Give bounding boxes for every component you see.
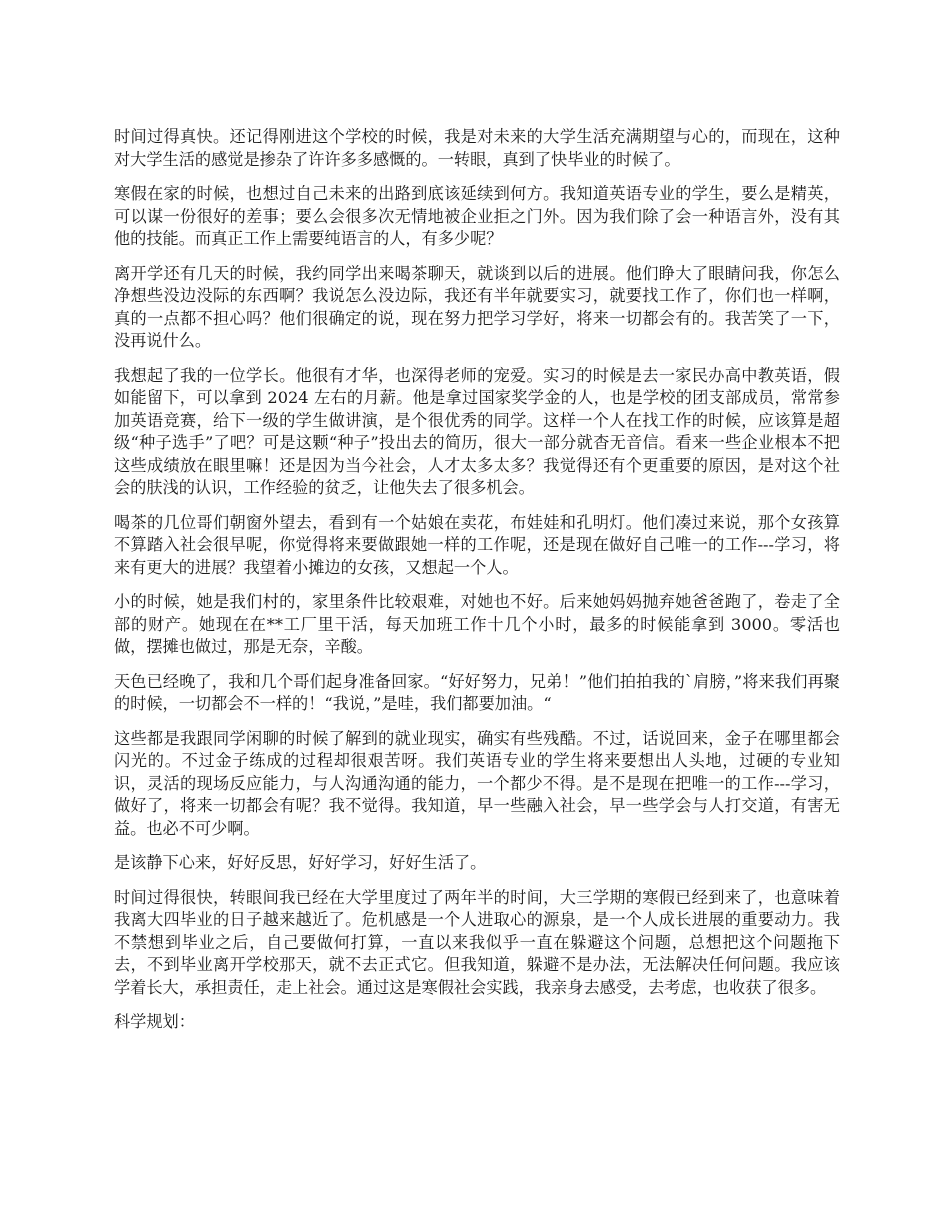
paragraph-4: 我想起了我的一位学长。他很有才华，也深得老师的宠爱。实习的时候是去一家民办高中教英语，假如能留下，可以拿到 2024 左右的月薪。他是拿过国家奖学金的人，也是学校的团支部成员，常常参加英语竞赛，给下一级的学生做讲演，是个很优秀的同学。这样一个人在找工作的时候，应该算是超级“种子选手”了吧？可是这颗“种子”投出去的简历，很大一部分就杳无音信。看来一些企业根本不把这些成绩放在眼里嘛！还是因为当今社会，人才太多太多？我觉得还有个更重要的原因，是对这个社会的肤浅的认识，工作经验的贫乏，让他失去了很多机会。	[114, 365, 840, 497]
paragraph-6: 小的时候，她是我们村的，家里条件比较艰难，对她也不好。后来她妈妈抛弃她爸爸跑了，卷走了全部的财产。她现在在**工厂里干活，每天加班工作十几个小时，最多的时候能拿到 3000。零活也做，摆摊也做过，那是无奈，辛酸。	[114, 592, 840, 656]
paragraph-2: 寒假在家的时候，也想过自己未来的出路到底该延续到何方。我知道英语专业的学生，要么是精英，可以谋一份很好的差事；要么会很多次无情地被企业拒之门外。因为我们除了会一种语言外，没有其他的技能。而真正工作上需要纯语言的人，有多少呢？	[114, 184, 840, 248]
paragraph-10: 时间过得很快，转眼间我已经在大学里度过了两年半的时间，大三学期的寒假已经到来了，也意味着我离大四毕业的日子越来越近了。危机感是一个人进取心的源泉，是一个人成长进展的重要动力。我不禁想到毕业之后，自己要做何打算，一直以来我似乎一直在躲避这个问题，总想把这个问题拖下去，不到毕业离开学校那天，就不去正式它。但我知道，躲避不是办法，无法解决任何问题。我应该学着长大，承担责任，走上社会。通过这是寒假社会实践，我亲身去感受，去考虑，也收获了很多。	[114, 887, 840, 997]
document-body	[114, 126, 840, 1046]
paragraph-8: 这些都是我跟同学闲聊的时候了解到的就业现实，确实有些残酷。不过，话说回来，金子在哪里都会闪光的。不过金子练成的过程却很艰苦呀。我们英语专业的学生将来要想出人头地，过硬的专业知识，灵活的现场反应能力，与人沟通沟通的能力，一个都少不得。是不是现在把唯一的工作---学习，做好了，将来一切都会有呢？我不觉得。我知道，早一些融入社会，早一些学会与人打交道，有害无益。也必不可少啊。	[114, 728, 840, 838]
paragraph-11: 科学规划：	[114, 1012, 195, 1031]
paragraph-3: 离开学还有几天的时候，我约同学出来喝茶聊天，就谈到以后的进展。他们睁大了眼睛问我，你怎么净想些没边没际的东西啊？我说怎么没边际，我还有半年就要实习，就要找工作了，你们也一样啊，真的一点都不担心吗？他们很确定的说，现在努力把学习学好，将来一切都会有的。我苦笑了一下，没再说什么。	[114, 263, 840, 350]
paragraph-9: 是该静下心来，好好反思，好好学习，好好生活了。	[114, 853, 487, 872]
paragraph-1: 时间过得真快。还记得刚进这个学校的时候，我是对未来的大学生活充满期望与心的，而现在，这种对大学生活的感觉是掺杂了许许多多感慨的。一转眼，真到了快毕业的时候了。	[114, 127, 840, 169]
paragraph-5: 喝茶的几位哥们朝窗外望去，看到有一个姑娘在卖花，布娃娃和孔明灯。他们凑过来说，那个女孩算不算踏入社会很早呢，你觉得将来要做跟她一样的工作呢，还是现在做好自己唯一的工作---学习，将来有更大的进展？我望着小摊边的女孩，又想起一个人。	[114, 512, 840, 577]
paragraph-7: 天色已经晚了，我和几个哥们起身准备回家。“好好努力，兄弟！”他们拍拍我的`肩膀，”将来我们再聚的时候，一切都会不一样的！“我说，”是哇，我们都要加油。“	[114, 671, 840, 713]
